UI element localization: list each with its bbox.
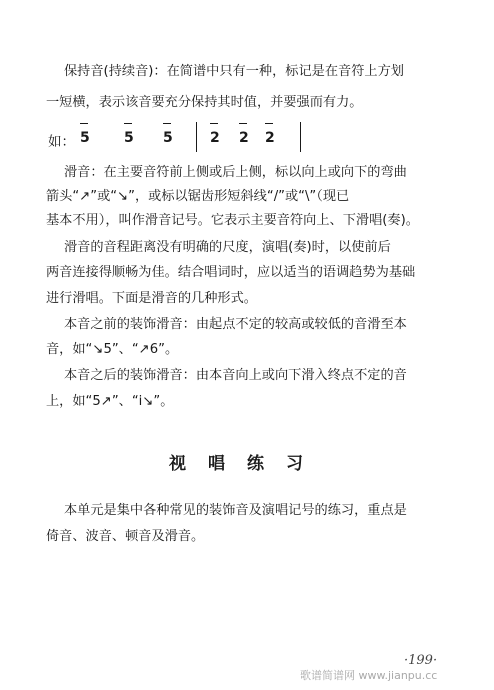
bar-line — [196, 122, 197, 152]
tenuto-mark — [124, 123, 132, 124]
tenuto-mark — [80, 123, 88, 124]
page-number: ·199· — [404, 653, 438, 668]
text-line: 两音连接得顺畅为佳。结合唱词时，应以适当的语调趋势为基础 — [46, 265, 416, 280]
note: 2 — [210, 130, 220, 146]
text-line: 本音之前的装饰滑音：由起点不定的较高或较低的音滑至本 — [64, 317, 407, 332]
note: 2 — [265, 130, 275, 146]
tenuto-mark — [163, 123, 171, 124]
text-line: 音，如“↘5”、“↗6”。 — [46, 342, 179, 357]
text-line: 本单元是集中各种常见的装饰音及演唱记号的练习，重点是 — [64, 503, 407, 518]
note: 5 — [124, 130, 134, 146]
note: 2 — [239, 130, 249, 146]
tenuto-mark — [265, 123, 273, 124]
text-line: 保持音(持续音)：在简谱中只有一种，标记是在音符上方划 — [64, 64, 404, 79]
section-title: 视唱练习 — [169, 454, 325, 474]
notation-example — [48, 116, 448, 152]
text-line: 一短横，表示该音要充分保持其时值，并要强而有力。 — [46, 95, 363, 110]
text-line: 滑音的音程距离没有明确的尺度，演唱(奏)时，以使前后 — [64, 240, 391, 255]
text-line: 上，如“5↗”、“i↘”。 — [46, 394, 174, 409]
bar-line — [300, 122, 301, 152]
text-line: 基本不用），叫作滑音记号。它表示主要音符向上、下滑唱(奏)。 — [46, 213, 419, 228]
text-line: 本音之后的装饰滑音：由本音向上或向下滑入终点不定的音 — [64, 368, 407, 383]
text-line: 倚音、波音、顿音及滑音。 — [46, 529, 205, 544]
watermark: 歌谱简谱网 www.jianpu.cc — [300, 669, 438, 682]
tenuto-mark — [239, 123, 247, 124]
note: 5 — [163, 130, 173, 146]
tenuto-mark — [210, 123, 218, 124]
text-line: 箭头“↗”或“↘”，或标以锯齿形短斜线“/”或“\”（现已 — [46, 189, 350, 204]
text-line: 滑音：在主要音符前上侧或后上侧，标以向上或向下的弯曲 — [64, 165, 407, 180]
text-line: 进行滑唱。下面是滑音的几种形式。 — [46, 291, 257, 306]
note: 5 — [80, 130, 90, 146]
example-label: 如： — [48, 134, 75, 150]
